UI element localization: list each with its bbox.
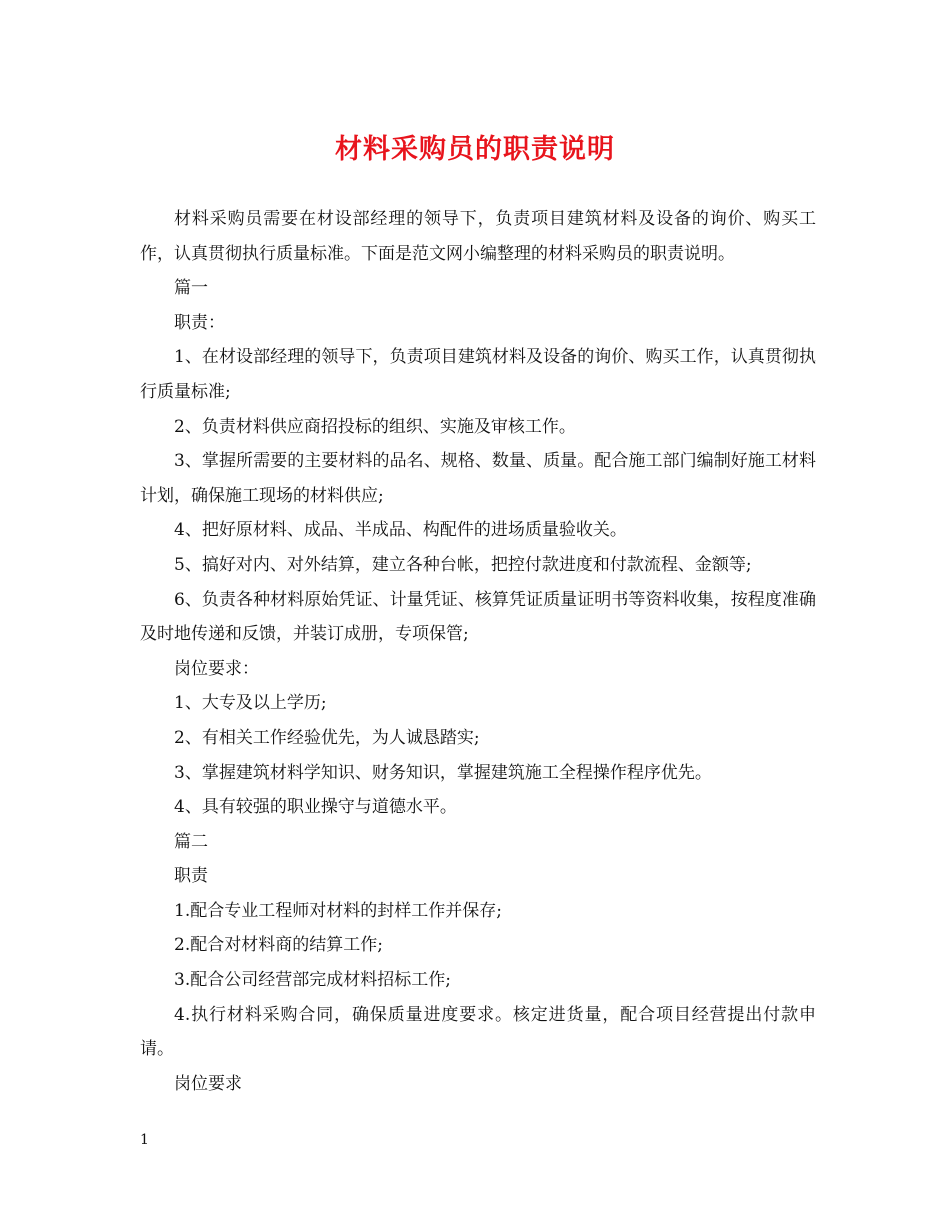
duty-item: 6、负责各种材料原始凭证、计量凭证、核算凭证质量证明书等资料收集，按程度准确及时地传递和反馈，并装订成册，专项保管; — [140, 589, 816, 645]
requirement-item: 3、掌握建筑材料学知识、财务知识，掌握建筑施工全程操作程序优先。 — [174, 762, 712, 783]
requirement-item: 1、大专及以上学历; — [174, 693, 327, 714]
page-number: 1 — [140, 1132, 149, 1148]
duty-item: 5、搞好对内、对外结算，建立各种台帐，把控付款进度和付款流程、金额等; — [174, 554, 752, 575]
requirements-heading: 岗位要求： — [174, 658, 259, 679]
requirements-heading: 岗位要求 — [174, 1073, 242, 1094]
section-heading-part-one: 篇一 — [174, 278, 208, 299]
requirement-item: 4、具有较强的职业操守与道德水平。 — [174, 797, 457, 818]
document-title: 材料采购员的职责说明 — [335, 134, 615, 165]
duty-item: 2、负责材料供应商招投标的组织、实施及审核工作。 — [174, 416, 576, 437]
duty-item: 1、在材设部经理的领导下，负责项目建筑材料及设备的询价、购买工作，认真贯彻执行质量标准; — [140, 347, 816, 402]
duty-item: 1.配合专业工程师对材料的封样工作并保存; — [174, 900, 502, 921]
intro-paragraph: 材料采购员需要在材设部经理的领导下，负责项目建筑材料及设备的询价、购买工作，认真贯彻执行质量标准。下面是范文网小编整理的材料采购员的职责说明。 — [140, 209, 816, 264]
duty-item: 3.配合公司经营部完成材料招标工作; — [174, 970, 451, 991]
duty-item: 2.配合对材料商的结算工作; — [174, 935, 383, 956]
duties-heading: 职责： — [174, 312, 225, 333]
duty-item: 4、把好原材料、成品、半成品、构配件的进场质量验收关。 — [174, 520, 627, 541]
section-heading-part-two: 篇二 — [174, 831, 208, 852]
duties-heading: 职责 — [174, 866, 208, 887]
duty-item: 4.执行材料采购合同，确保质量进度要求。核定进货量，配合项目经营提出付款申请。 — [140, 1004, 816, 1060]
document-body — [140, 202, 816, 1101]
duty-item: 3、掌握所需要的主要材料的品名、规格、数量、质量。配合施工部门编制好施工材料计划，确保施工现场的材料供应; — [140, 451, 816, 506]
requirement-item: 2、有相关工作经验优先，为人诚恳踏实; — [174, 727, 480, 748]
